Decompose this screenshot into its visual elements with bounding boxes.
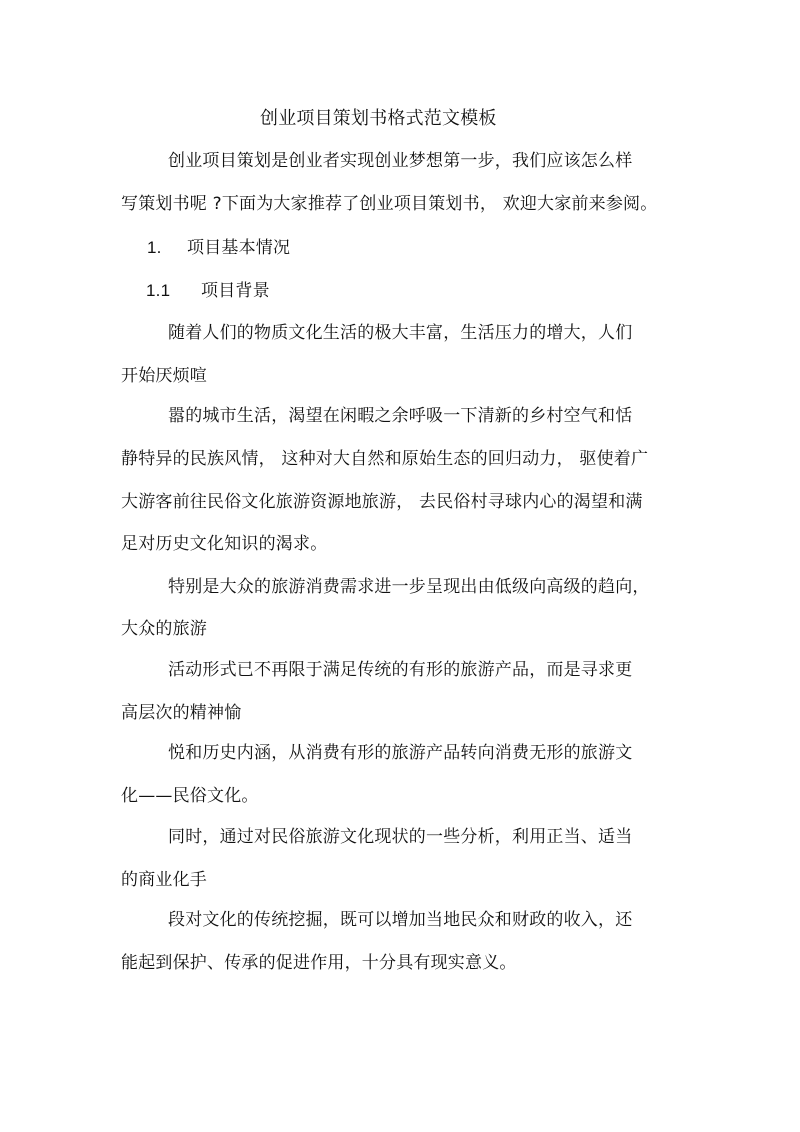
body-line-6: 足对历史文化知识的渴求。 — [121, 534, 328, 554]
body-line-10: 高层次的精神愉 — [121, 703, 242, 723]
body-line-8: 大众的旅游 — [121, 619, 207, 639]
body-line-15: 段对文化的传统挖掘，既可以增加当地民众和财政的收入，还 — [168, 910, 633, 930]
body-line-14: 的商业化手 — [121, 870, 207, 890]
section-1-1-heading: 项目背景 — [201, 281, 270, 301]
intro-line-2: 写策划书呢 ?下面为大家推荐了创业项目策划书， 欢迎大家前来参阅。 — [121, 194, 658, 214]
body-line-11: 悦和历史内涵，从消费有形的旅游产品转向消费无形的旅游文 — [168, 743, 633, 763]
section-1-1-number: 1.1 — [146, 281, 171, 300]
section-1-number: 1. — [147, 238, 162, 257]
body-line-12: 化——民俗文化。 — [121, 786, 259, 806]
body-line-2: 开始厌烦喧 — [121, 366, 207, 386]
section-1-heading: 项目基本情况 — [187, 238, 291, 258]
body-line-4: 静特异的民族风情， 这种对大自然和原始生态的回归动力， 驱使着广 — [121, 449, 649, 469]
body-line-13: 同时，通过对民俗旅游文化现状的一些分析，利用正当、适当 — [168, 827, 633, 847]
body-line-9: 活动形式已不再限于满足传统的有形的旅游产品，而是寻求更 — [168, 660, 633, 680]
body-line-5: 大游客前往民俗文化旅游资源地旅游， 去民俗村寻球内心的渴望和满 — [121, 492, 643, 512]
intro-line-1: 创业项目策划是创业者实现创业梦想第一步，我们应该怎么样 — [168, 151, 633, 171]
document-title: 创业项目策划书格式范文模板 — [260, 108, 497, 129]
body-line-7: 特别是大众的旅游消费需求进一步呈现出由低级向高级的趋向， — [168, 577, 650, 597]
body-line-16: 能起到保护、传承的促进作用，十分具有现实意义。 — [121, 953, 517, 973]
body-line-1: 随着人们的物质文化生活的极大丰富，生活压力的增大，人们 — [168, 323, 633, 343]
body-line-3: 嚣的城市生活，渴望在闲暇之余呼吸一下清新的乡村空气和恬 — [168, 406, 633, 426]
